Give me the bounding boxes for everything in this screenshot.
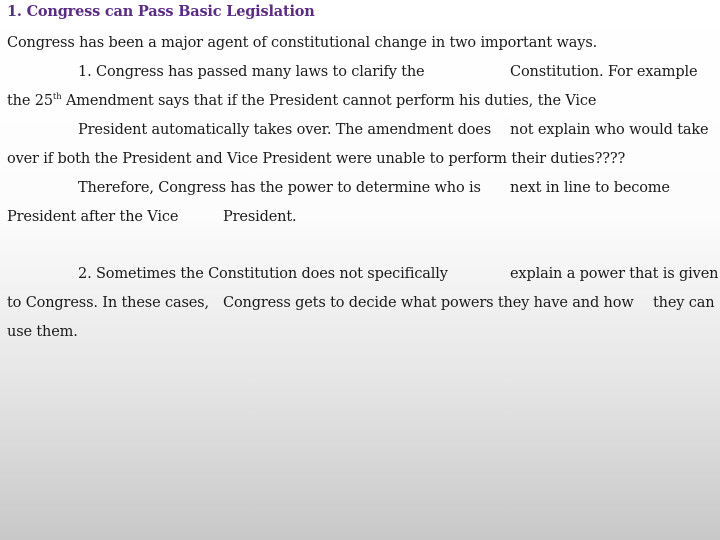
- ordinal-suffix: th: [52, 92, 62, 103]
- point1-text-6b: President.: [223, 209, 297, 225]
- point1-line-2: [0, 91, 720, 111]
- point1-text-1a: 1. Congress has passed many laws to clarify the: [78, 64, 425, 80]
- intro-line: [7, 33, 720, 53]
- point1-line-6: [0, 207, 720, 227]
- point1-text-5a: Therefore, Congress has the power to determine who is: [78, 180, 481, 196]
- point2-line-1: [0, 264, 720, 284]
- point2-text-3: use them.: [7, 324, 78, 340]
- point1-text-2a: the 25: [7, 93, 53, 109]
- point1-line-4: [0, 149, 720, 169]
- point2-text-2c: they can: [653, 295, 715, 311]
- point1-text-2: [7, 91, 596, 111]
- point1-line-1: [0, 62, 720, 82]
- point1-text-3a: President automatically takes over. The amendment does: [78, 122, 492, 138]
- point1-text-4: over if both the President and Vice President were unable to perform their duties????: [7, 151, 626, 167]
- intro-text: Congress has been a major agent of constitutional change in two important ways.: [7, 35, 598, 51]
- point1-text-3b: not explain who would take: [510, 122, 709, 138]
- point2-text-2b: Congress gets to decide what powers they have and how: [223, 295, 634, 311]
- point1-text-1b: Constitution. For example: [510, 64, 698, 80]
- point1-line-3: [0, 120, 720, 140]
- point2-text-1a: 2. Sometimes the Constitution does not specifically: [78, 266, 448, 282]
- point1-text-5b: next in line to become: [510, 180, 670, 196]
- point2-line-2: [0, 293, 720, 313]
- point2-text-2a: to Congress. In these cases,: [7, 295, 209, 311]
- point1-line-5: [0, 178, 720, 198]
- slide-title: 1. Congress can Pass Basic Legislation: [7, 3, 315, 20]
- point2-text-1b: explain a power that is given: [510, 266, 719, 282]
- point1-text-6a: President after the Vice: [7, 209, 179, 225]
- point2-line-3: [0, 322, 720, 342]
- point1-text-2b: Amendment says that if the President cannot perform his duties, the Vice: [61, 93, 597, 109]
